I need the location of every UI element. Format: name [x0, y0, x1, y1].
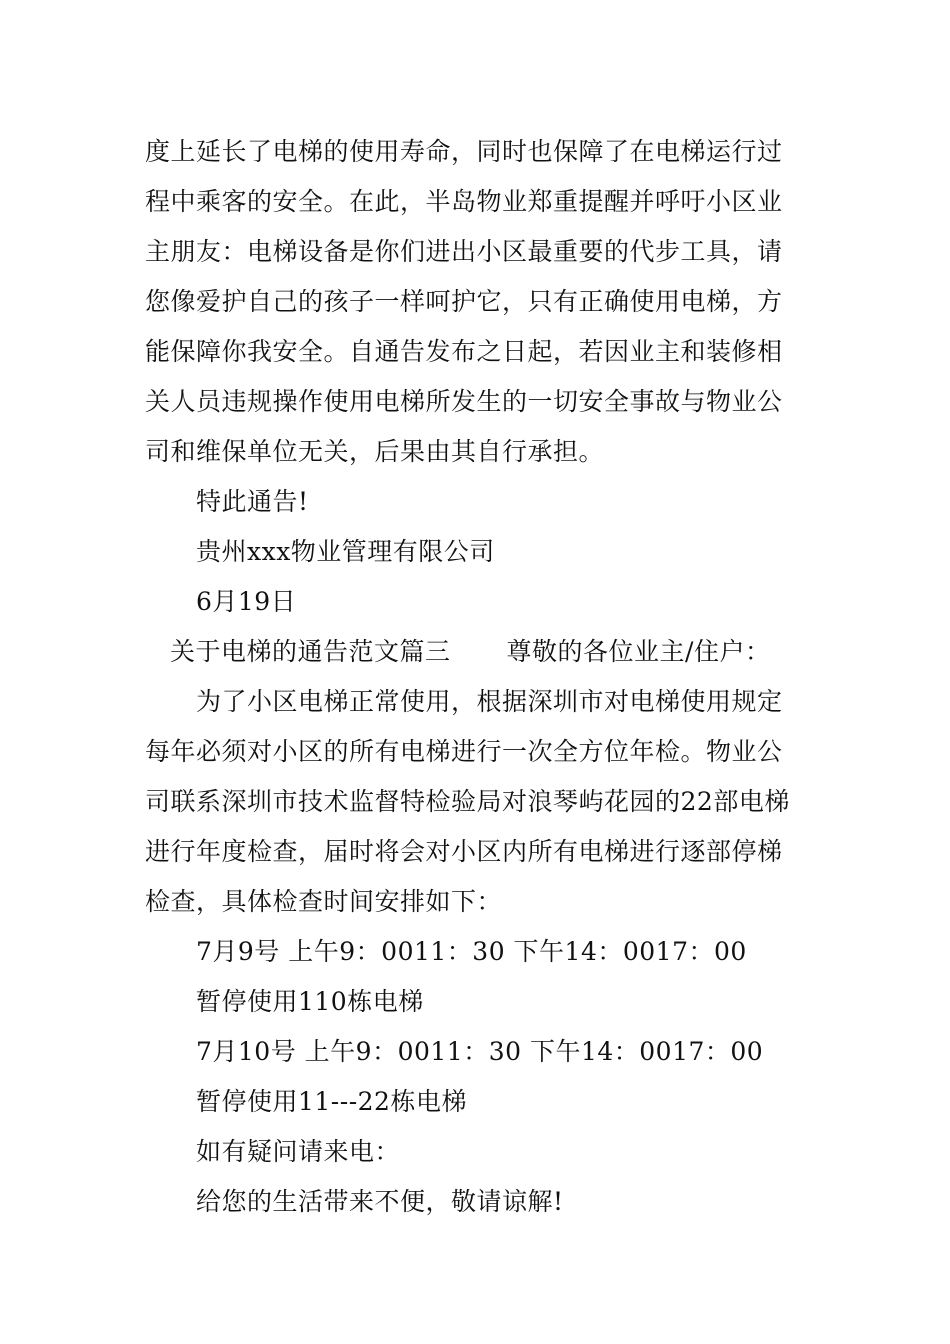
paragraph-line: 为了小区电梯正常使用，根据深圳市对电梯使用规定	[196, 687, 783, 716]
paragraph-line: 司和维保单位无关，后果由其自行承担。	[145, 437, 605, 466]
schedule-time: 7月10号 上午9：0011：30 下午14：0017：00	[196, 1037, 764, 1066]
paragraph-line: 程中乘客的安全。在此，半岛物业郑重提醒并呼吁小区业	[145, 187, 783, 216]
inquiry-text: 如有疑问请来电：	[196, 1137, 401, 1166]
company-name: 贵州xxx物业管理有限公司	[196, 537, 495, 566]
notice-date: 6月19日	[196, 587, 297, 616]
paragraph-line: 进行年度检查，届时将会对小区内所有电梯进行逐部停梯	[145, 837, 783, 866]
paragraph-line: 度上延长了电梯的使用寿命，同时也保障了在电梯运行过	[145, 137, 783, 166]
schedule-note: 暂停使用110栋电梯	[196, 987, 424, 1016]
paragraph-line: 司联系深圳市技术监督特检验局对浪琴屿花园的22部电梯	[145, 787, 790, 816]
paragraph-line: 您像爱护自己的孩子一样呵护它，只有正确使用电梯，方	[145, 287, 783, 316]
paragraph-line: 每年必须对小区的所有电梯进行一次全方位年检。物业公	[145, 737, 783, 766]
apology-text: 给您的生活带来不便，敬请谅解!	[196, 1187, 564, 1216]
paragraph-line: 主朋友：电梯设备是你们进出小区最重要的代步工具，请	[145, 237, 783, 266]
schedule-note: 暂停使用11---22栋电梯	[196, 1087, 467, 1116]
paragraph-line: 能保障你我安全。自通告发布之日起，若因业主和装修相	[145, 337, 783, 366]
schedule-time: 7月9号 上午9：0011：30 下午14：0017：00	[196, 937, 747, 966]
section-heading	[170, 636, 770, 668]
paragraph-line: 检查，具体检查时间安排如下：	[145, 887, 503, 916]
paragraph-line: 关人员违规操作使用电梯所发生的一切安全事故与物业公	[145, 387, 783, 416]
section-title: 关于电梯的通告范文篇三	[170, 637, 451, 666]
salutation: 尊敬的各位业主/住户：	[506, 637, 771, 666]
closing-text: 特此通告!	[196, 487, 309, 516]
